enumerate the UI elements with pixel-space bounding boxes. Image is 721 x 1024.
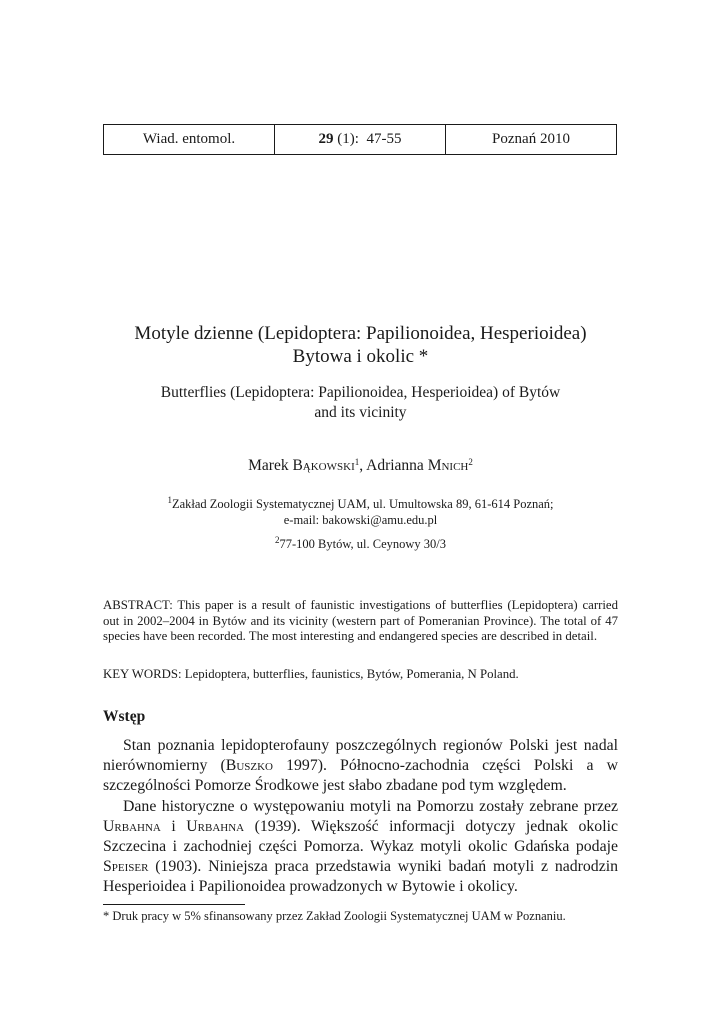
aff1-sup: 1: [167, 495, 172, 505]
affiliation-1: [0, 492, 721, 528]
citation-buszko: Buszko: [225, 757, 274, 775]
aff2-line1: 77-100 Bytów, ul. Ceynowy 30/3: [279, 537, 447, 551]
aff1-line1: Zakład Zoologii Systematycznej UAM, ul. Umultowska 89, 61-614 Poznań;: [171, 497, 554, 511]
citation-urbahn-1: Urbahna: [103, 817, 161, 835]
volume-cell: [275, 125, 446, 154]
abstract: ABSTRACT: This paper is a result of faunistic investigations of butterflies (Lepidoptera) carried out in 2002–2004 in Bytów and its vicinity (western part of Pomeranian Province). The total of 47 species have been recorded. The most interesting and endangered species are described in detail.: [103, 598, 618, 643]
author2-last: Mnich: [427, 457, 469, 474]
author-line: [0, 457, 721, 475]
issue-pages: (1): 47-55: [333, 131, 402, 147]
footnote-rule: [103, 904, 245, 905]
title-pl-line2: Bytowa i okolic *: [292, 346, 429, 367]
author2-sup: 2: [468, 457, 473, 467]
volume-number: 29: [318, 131, 334, 147]
journal-name: Wiad. entomol.: [142, 131, 236, 147]
paragraph-2: Dane historyczne o występowaniu motyli na Pomorzu zostały zebrane przez Urbahna i Urbahna (1939). Większość informacji dotyczy jednak okolic Szczecina i zachodniej części Pomorza. Wykaz motyli okolic Gdańska podaje Speiser (1903). Niniejsza praca przedstawia wyniki badań motyli z nadrodzin Hesperioidea i Papilionoidea prowadzonych w Bytowie i okolicy.: [103, 797, 618, 896]
title-en-line1: Butterflies (Lepidoptera: Papilionoidea, Hesperioidea) of Bytów: [160, 384, 561, 401]
affiliation-2: [0, 532, 721, 552]
author-separator: , Adrianna: [359, 457, 428, 474]
paragraph-1: Stan poznania lepidopterofauny poszczególnych regionów Polski jest nadal nierównomierny (Buszko 1997). Północno-zachodnia części Polski a w szczególności Pomorze Środkowe jest słabo zbadane pod tym względem.: [103, 737, 618, 795]
author1-sup: 1: [354, 457, 360, 467]
aff1-email: e-mail: bakowski@amu.edu.pl: [283, 513, 438, 527]
citation-urbahn-2: Urbahna: [186, 817, 245, 835]
footnote: * Druk pracy w 5% sfinansowany przez Zakład Zoologii Systematycznej UAM w Poznaniu.: [103, 909, 566, 923]
journal-name-cell: [104, 125, 275, 154]
title-en-line2: and its vicinity: [314, 404, 407, 421]
place-year-cell: [446, 125, 616, 154]
author1-last: Bąkowski: [292, 457, 355, 474]
place-year: Poznań 2010: [492, 131, 570, 147]
title-pl-line1: Motyle dzienne (Lepidoptera: Papilionoidea, Hesperioidea): [134, 323, 587, 344]
author1-first: Marek: [248, 457, 293, 474]
citation-speiser: Speiser: [103, 858, 149, 876]
paper-title-polish: [0, 322, 721, 368]
journal-header-box: [103, 124, 617, 155]
keywords: KEY WORDS: Lepidoptera, butterflies, faunistics, Bytów, Pomerania, N Poland.: [103, 667, 519, 681]
section-heading: Wstęp: [103, 708, 146, 725]
body-text: [103, 736, 618, 898]
aff2-sup: 2: [274, 535, 280, 545]
paper-title-english: [0, 383, 721, 423]
